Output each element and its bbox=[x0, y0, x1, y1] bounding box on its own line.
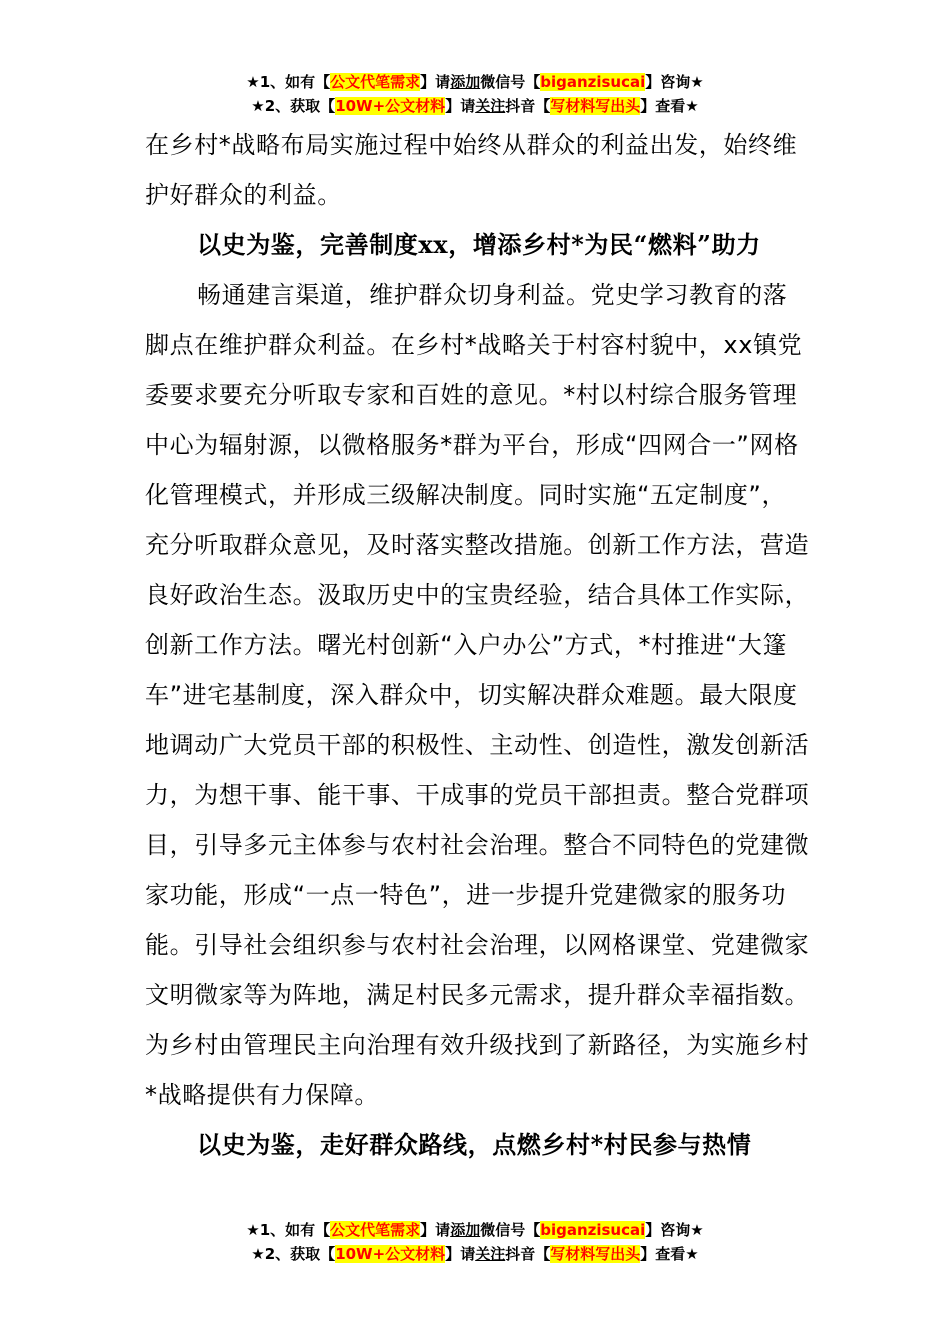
banner-text: 】咨询★ bbox=[645, 73, 704, 91]
section-heading: 以史为鉴，完善制度xx，增添乡村*为民“燃料”助力 bbox=[197, 230, 761, 259]
section-heading: 以史为鉴，走好群众路线，点燃乡村*村民参与热情 bbox=[197, 1130, 752, 1159]
header-banner bbox=[0, 70, 950, 118]
document-body bbox=[145, 120, 810, 1170]
banner-highlight: 10W+公文材料 bbox=[335, 1245, 446, 1263]
banner-underline: 添加 bbox=[450, 1221, 481, 1239]
banner-text: 】查看★ bbox=[640, 1245, 699, 1263]
banner-wechat-id: biganzisucai bbox=[540, 73, 646, 91]
paragraph: 畅通建言渠道，维护群众切身利益。党史学习教育的落脚点在维护群众利益。在乡村*战略关于村容村貌中，xx镇党委要求要充分听取专家和百姓的意见。*村以村综合服务管理中心为辐射源，以微格服务*群为平台，形成“四网合一”网格化管理模式，并形成三级解决制度。同时实施“五定制度”，充分听取群众意见，及时落实整改措施。创新工作方法，营造良好政治生态。汲取历史中的宝贵经验，结合具体工作实际，创新工作方法。曙光村创新“入户办公”方式，*村推进“大篷车”进宅基制度，深入群众中，切实解决群众难题。最大限度地调动广大党员干部的积极性、主动性、创造性，激发创新活力，为想干事、能干事、干成事的党员干部担责。整合党群项目，引导多元主体参与农村社会治理。整合不同特色的党建微家功能，形成“一点一特色”，进一步提升党建微家的服务功能。引导社会组织参与农村社会治理，以网格课堂、党建微家文明微家等为阵地，满足村民多元需求，提升群众幸福指数。为乡村由管理民主向治理有效升级找到了新路径，为实施乡村*战略提供有力保障。 bbox=[145, 281, 810, 1109]
banner-highlight: 公文代笔需求 bbox=[330, 1221, 421, 1239]
banner-text: 】咨询★ bbox=[645, 1221, 704, 1239]
banner-text: 微信号【 bbox=[480, 1221, 541, 1239]
banner-line-2 bbox=[0, 94, 950, 118]
banner-underline: 添加 bbox=[450, 73, 481, 91]
banner-text: 】请 bbox=[420, 73, 451, 91]
paragraph: 在乡村*战略布局实施过程中始终从群众的利益出发，始终维护好群众的利益。 bbox=[145, 131, 798, 209]
banner-underline: 关注 bbox=[475, 1245, 506, 1263]
banner-douyin-id: 写材料写出头 bbox=[550, 97, 641, 115]
banner-text: 】查看★ bbox=[640, 97, 699, 115]
banner-underline: 关注 bbox=[475, 97, 506, 115]
banner-text: ★2、获取【 bbox=[251, 1245, 336, 1263]
banner-text: ★1、如有【 bbox=[246, 1221, 331, 1239]
banner-highlight: 公文代笔需求 bbox=[330, 73, 421, 91]
banner-text: 抖音【 bbox=[505, 97, 551, 115]
banner-wechat-id: biganzisucai bbox=[540, 1221, 646, 1239]
banner-text: 】请 bbox=[445, 97, 476, 115]
banner-text: 微信号【 bbox=[480, 73, 541, 91]
banner-text: ★2、获取【 bbox=[251, 97, 336, 115]
banner-text: ★1、如有【 bbox=[246, 73, 331, 91]
banner-text: 抖音【 bbox=[505, 1245, 551, 1263]
banner-line-2 bbox=[0, 1242, 950, 1266]
banner-text: 】请 bbox=[420, 1221, 451, 1239]
footer-banner bbox=[0, 1218, 950, 1266]
banner-douyin-id: 写材料写出头 bbox=[550, 1245, 641, 1263]
banner-line-1 bbox=[0, 70, 950, 94]
banner-highlight: 10W+公文材料 bbox=[335, 97, 446, 115]
banner-text: 】请 bbox=[445, 1245, 476, 1263]
banner-line-1 bbox=[0, 1218, 950, 1242]
